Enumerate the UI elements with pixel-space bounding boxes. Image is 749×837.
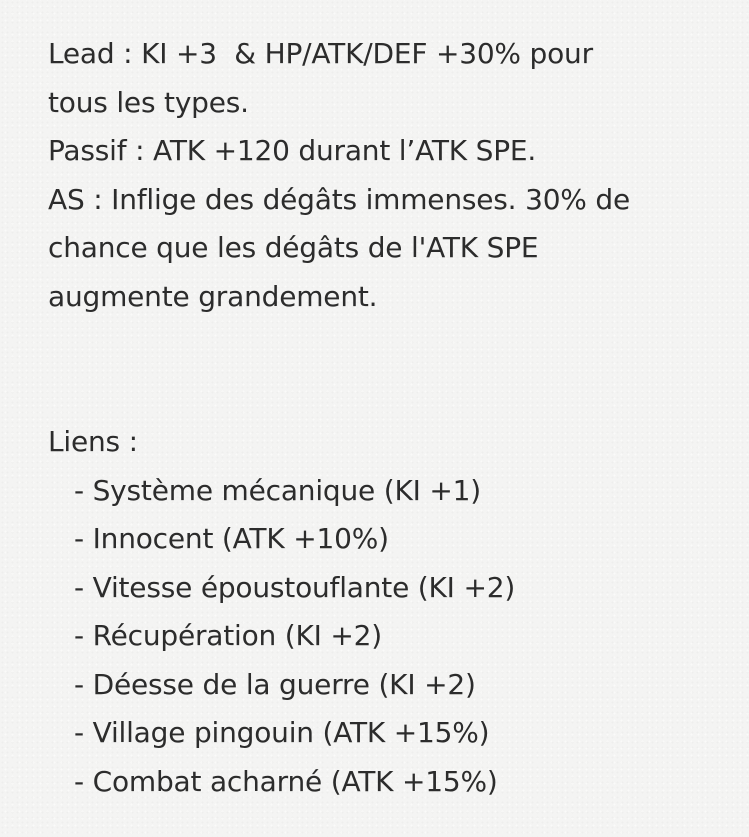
link-item: - Combat acharné (ATK +15%) [74,764,498,798]
link-item: - Vitesse époustouflante (KI +2) [74,570,516,604]
blank-lines [48,321,728,418]
super-attack-line: AS : Inflige des dégâts immenses. 30% de [48,182,631,216]
link-item: - Déesse de la guerre (KI +2) [74,667,476,701]
links-heading: Liens : [48,425,138,458]
link-item: - Village pingouin (ATK +15%) [74,716,490,749]
passive-skill-line: Passif : ATK +120 durant l’ATK SPE. [48,134,537,167]
lead-skill-line-continued: tous les types. [48,85,249,119]
link-item: - Système mécanique (KI +1) [74,473,482,507]
links-list [48,467,728,807]
super-attack-line-end: augmente grandement. [48,279,378,313]
lead-skill-line: Lead : KI +3 & HP/ATK/DEF +30% pour [48,37,593,70]
super-attack-line-continued: chance que les dégâts de l'ATK SPE [48,231,539,264]
note-body [48,30,728,806]
link-item: - Récupération (KI +2) [74,619,383,652]
link-item: - Innocent (ATK +10%) [74,522,389,555]
